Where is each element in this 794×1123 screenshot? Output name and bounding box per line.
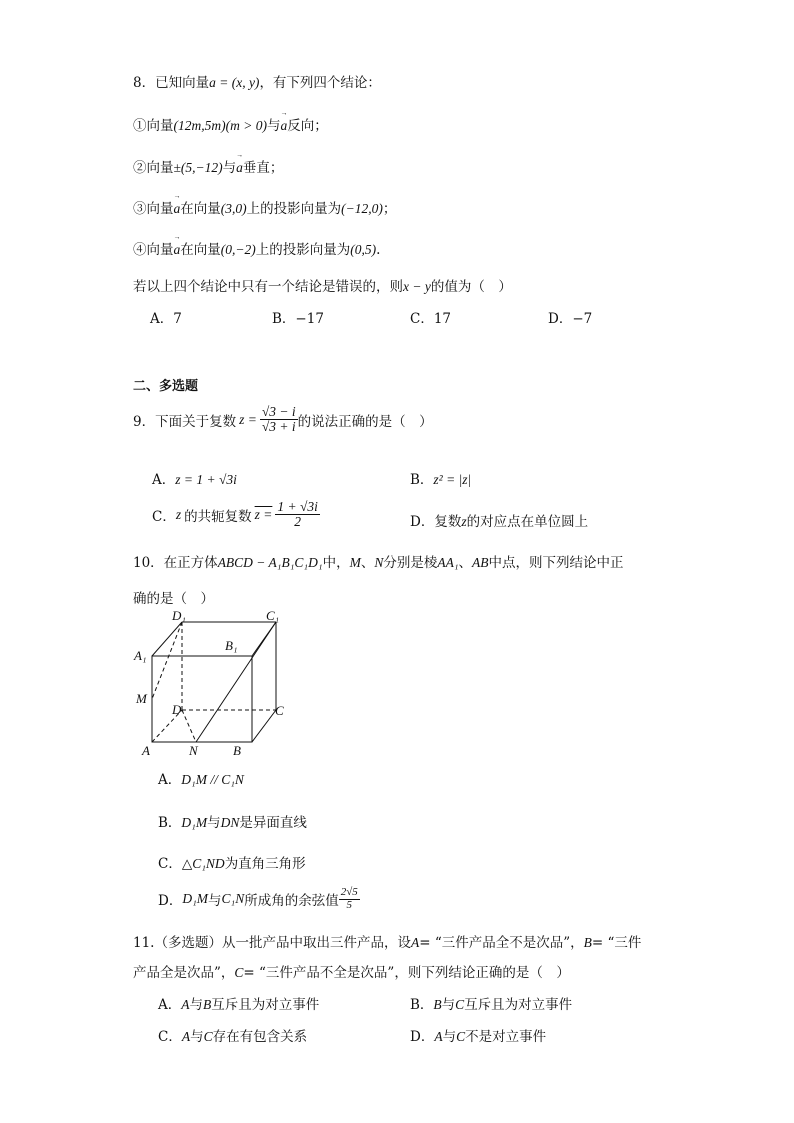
math: B <box>583 935 592 950</box>
math: ABCD − A₁B₁C₁D₁ <box>217 555 323 570</box>
label-b1: B₁ <box>225 638 238 653</box>
q8-stem <box>133 71 381 91</box>
num-3: ③ <box>133 201 147 217</box>
text: 的说法正确的是（ ） <box>297 413 433 430</box>
denominator: 5 <box>346 898 352 911</box>
math: x − y <box>403 279 431 294</box>
q10-stem-line2: 确的是（ ） <box>133 591 214 607</box>
q10-stem-line1 <box>133 551 624 571</box>
label: D． <box>158 893 183 910</box>
label-c: C <box>275 703 284 718</box>
q8-conclusion-3 <box>133 197 396 217</box>
math: AA₁ <box>437 555 459 570</box>
math: (−12,0) <box>341 201 383 216</box>
text: 存在有包含关系 <box>212 1029 308 1045</box>
text: 的共轭复数 <box>184 508 252 525</box>
text: = “三件产品全不是次品”， <box>419 935 584 951</box>
math: B <box>433 997 442 1012</box>
edge-d1a1 <box>152 622 182 656</box>
text: 向量 <box>146 242 174 258</box>
text: 向量 <box>146 160 174 176</box>
q8-conclusion-2 <box>133 156 283 176</box>
label-a: A <box>142 743 150 758</box>
text: 在向量 <box>180 242 221 258</box>
q11-stem-line1 <box>133 931 641 951</box>
q8-stem-text: 8．已知向量 <box>133 75 210 91</box>
label: A． <box>152 472 176 488</box>
math: DN <box>220 815 240 830</box>
q9-stem <box>133 405 433 434</box>
text: 在向量 <box>180 201 221 217</box>
q8-stem-text-2: ，有下列四个结论： <box>259 75 381 91</box>
math: A <box>181 1029 191 1044</box>
math: AB <box>472 555 489 570</box>
q9-option-b[interactable] <box>410 468 471 488</box>
text: 、 <box>360 555 375 571</box>
math: D₁M // C₁N <box>181 772 244 787</box>
q11-option-b[interactable] <box>410 993 572 1013</box>
q10-option-b[interactable] <box>158 811 307 831</box>
text: 中， <box>322 555 350 571</box>
math: △C₁ND <box>181 856 225 871</box>
math: (0,5) <box>350 242 377 257</box>
math: z = 1 + √3i <box>175 472 237 487</box>
q8-option-a[interactable]: A．7 <box>150 311 182 327</box>
q11-stem-line2 <box>133 961 570 981</box>
math: C <box>455 997 465 1012</box>
q11-option-a[interactable] <box>158 993 319 1013</box>
text: 与 <box>190 1029 204 1045</box>
math: A <box>410 935 420 950</box>
q10-option-c[interactable] <box>158 852 306 872</box>
numerator: 1 + √3i <box>277 499 318 514</box>
label: D．复数 <box>410 514 462 530</box>
text: 与 <box>207 815 221 831</box>
q8-option-c[interactable]: C．17 <box>410 311 452 327</box>
q9-option-d[interactable] <box>410 510 588 530</box>
q11-option-d[interactable] <box>410 1025 546 1045</box>
text: 中点，则下列结论中正 <box>488 555 624 571</box>
math: C₁N <box>221 891 245 907</box>
q8-vector-a-def: a = (x, y) <box>209 75 260 90</box>
text: 产品全是次品”， <box>133 965 235 981</box>
q11-option-c[interactable] <box>158 1025 307 1045</box>
label: C． <box>152 508 176 525</box>
math: N <box>374 555 384 570</box>
section-title: 二、多选题 <box>133 379 199 394</box>
text: 向量 <box>146 118 174 134</box>
label-a1: A₁ <box>134 648 147 663</box>
q8-ask <box>133 275 512 295</box>
label: B． <box>158 815 182 831</box>
label: A． <box>158 997 182 1013</box>
q9-fraction <box>260 405 298 434</box>
math: C <box>456 1029 466 1044</box>
math: C <box>203 1029 213 1044</box>
text: 与 <box>189 997 203 1013</box>
math: z² = |z| <box>433 472 472 487</box>
label: C． <box>158 856 182 872</box>
text: 是异面直线 <box>239 815 307 831</box>
label: B． <box>410 472 434 488</box>
math: (3,0) <box>220 201 247 216</box>
label: D． <box>410 1029 435 1045</box>
text: 上的投影向量为 <box>246 201 342 217</box>
q9-option-a[interactable] <box>152 468 237 488</box>
math: (0,−2) <box>220 242 256 257</box>
vector-a: → a <box>280 118 287 134</box>
q10-optd-fraction <box>339 887 360 911</box>
numerator: √3 − i <box>261 404 296 419</box>
q10-option-d[interactable] <box>158 887 360 911</box>
denominator: √3 + i <box>261 419 296 435</box>
numerator: 2√5 <box>340 886 358 898</box>
segment-dn <box>182 710 196 742</box>
math: (12m,5m)(m > 0) <box>173 118 267 133</box>
denominator: 2 <box>294 514 301 530</box>
segment-d1m <box>152 622 182 699</box>
text: 与 <box>442 1029 457 1045</box>
q9-option-c[interactable] <box>152 500 320 529</box>
vector-a: → a <box>236 160 243 176</box>
label: A． <box>158 772 182 788</box>
text: 互斥且为对立事件 <box>211 997 320 1013</box>
q8-option-d[interactable]: D．−7 <box>548 311 593 327</box>
q8-option-b[interactable]: B．−17 <box>272 311 324 327</box>
text: 互斥且为对立事件 <box>464 997 573 1013</box>
text: . <box>376 242 381 258</box>
math: z = <box>254 506 273 522</box>
math: z <box>461 514 467 529</box>
num-1: ① <box>133 118 147 134</box>
text: 11.（多选题）从一批产品中取出三件产品，设 <box>133 935 411 951</box>
math: z <box>175 506 182 522</box>
text: 与 <box>208 893 222 910</box>
math: C <box>234 965 244 980</box>
num-4: ④ <box>133 242 147 258</box>
vector-a: → a <box>174 201 181 217</box>
text: 与 <box>266 118 281 134</box>
text: 9．下面关于复数 <box>133 413 237 430</box>
label-c1: C₁ <box>266 610 280 623</box>
front-face <box>152 656 252 742</box>
label: C． <box>158 1029 182 1045</box>
q8-conclusion-4 <box>133 238 380 258</box>
text: 与 <box>222 160 237 176</box>
vector-a: → a <box>174 242 181 258</box>
q8-conclusion-1 <box>133 114 328 134</box>
label-n: N <box>189 743 198 758</box>
math: M <box>349 555 361 570</box>
label-b: B <box>233 743 241 758</box>
text: = “三件产品不全是次品”，则下列结论正确的是（ ） <box>243 965 570 981</box>
text: 10．在正方体 <box>133 555 218 571</box>
text: 垂直； <box>242 160 284 176</box>
math: B <box>203 997 212 1012</box>
label-d1: D₁ <box>172 610 186 623</box>
label-m: M <box>136 691 147 706</box>
text: 向量 <box>146 201 174 217</box>
math: D₁M <box>181 815 208 830</box>
text: 的对应点在单位圆上 <box>466 514 589 530</box>
text: 反向； <box>287 118 328 134</box>
num-2: ② <box>133 160 147 176</box>
math: ±(5,−12) <box>173 160 223 175</box>
text: 、 <box>458 555 473 571</box>
q9-optc-fraction <box>275 500 320 529</box>
text: 分别是棱 <box>383 555 438 571</box>
math: A <box>181 997 190 1012</box>
math: A <box>434 1029 443 1044</box>
text: 为直角三角形 <box>224 856 306 872</box>
q10-option-a[interactable] <box>158 768 244 788</box>
label: B． <box>410 997 434 1013</box>
cube-figure <box>130 610 300 760</box>
label-d: D <box>172 702 182 717</box>
math: z = <box>239 411 257 427</box>
text: 不是对立事件 <box>465 1029 547 1045</box>
edge-cb <box>252 710 276 742</box>
math: D₁M <box>182 891 209 907</box>
text: ； <box>382 201 397 217</box>
text: = “三件 <box>591 935 642 951</box>
text: 上的投影向量为 <box>255 242 351 258</box>
text: 若以上四个结论中只有一个结论是错误的，则 <box>133 279 403 295</box>
text: 的值为（ ） <box>430 279 512 295</box>
text: 与 <box>441 997 456 1013</box>
text: 所成角的余弦值 <box>244 893 339 910</box>
